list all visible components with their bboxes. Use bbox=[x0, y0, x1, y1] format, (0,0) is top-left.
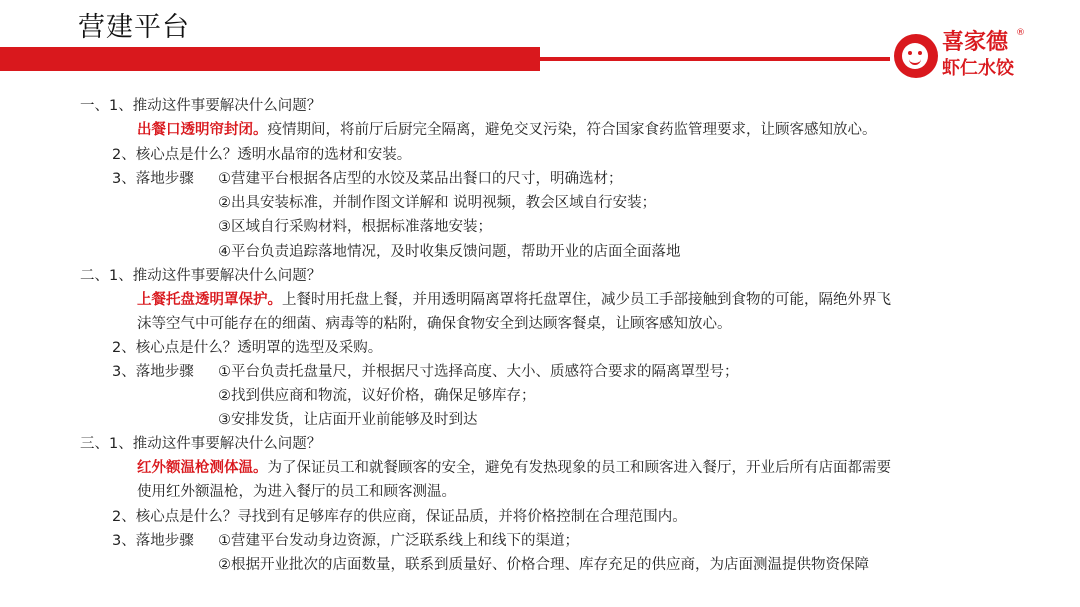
section-2-question: 二、1、推动这件事要解决什么问题？ bbox=[80, 268, 322, 284]
section-2-step-3: ③安排发货，让店面开业前能够及时到达 bbox=[218, 412, 478, 428]
section-3-answer bbox=[137, 456, 891, 480]
section-3-core: 2、核心点是什么？寻找到有足够库存的供应商，保证品质，并将价格控制在合理范围内。 bbox=[112, 509, 687, 525]
section-1-desc: 疫情期间，将前厅后厨完全隔离，避免交叉污染，符合国家食药监管理要求，让顾客感知放心。 bbox=[267, 122, 877, 138]
section-3-step-2: ②根据开业批次的店面数量，联系到质量好、价格合理、库存充足的供应商，为店面测温提供物资保障 bbox=[218, 557, 869, 573]
section-1-step-1: ①营建平台根据各店型的水饺及菜品出餐口的尺寸，明确选材； bbox=[218, 171, 623, 187]
brand-logo bbox=[894, 28, 1044, 88]
logo-registered-mark: ® bbox=[1016, 28, 1025, 38]
section-3-question: 三、1、推动这件事要解决什么问题？ bbox=[80, 436, 322, 452]
section-3-desc-cont: 使用红外额温枪，为进入餐厅的员工和顾客测温。 bbox=[137, 484, 456, 500]
section-1-answer bbox=[137, 118, 877, 142]
section-2-steps-label: 3、落地步骤 bbox=[112, 364, 194, 380]
section-2-step-2: ②找到供应商和物流，议好价格，确保足够库存； bbox=[218, 388, 536, 404]
section-2-desc: 上餐时用托盘上餐，并用透明隔离罩将托盘罩住，减少员工手部接触到食物的可能，隔绝外界飞 bbox=[282, 292, 891, 308]
title-red-band bbox=[0, 47, 540, 71]
section-3-highlight: 红外额温枪测体温。 bbox=[137, 460, 268, 476]
section-1-steps-label: 3、落地步骤 bbox=[112, 171, 194, 187]
section-3-desc: 为了保证员工和就餐顾客的安全，避免有发热现象的员工和顾客进入餐厅，开业后所有店面都需要 bbox=[267, 460, 891, 476]
section-1-step-2: ②出具安装标准，并制作图文详解和 说明视频，教会区域自行安装； bbox=[218, 195, 657, 211]
section-1-question: 一、1、推动这件事要解决什么问题？ bbox=[80, 98, 322, 114]
logo-brand-name: 喜家德 bbox=[942, 30, 1009, 55]
section-2-step-1: ①平台负责托盘量尺，并根据尺寸选择高度、大小、质感符合要求的隔离罩型号； bbox=[218, 364, 739, 380]
section-2-highlight: 上餐托盘透明罩保护。 bbox=[137, 292, 282, 308]
section-2-desc-cont: 沫等空气中可能存在的细菌、病毒等的粘附，确保食物安全到达顾客餐桌，让顾客感知放心。 bbox=[137, 316, 732, 332]
section-1-step-4: ④平台负责追踪落地情况，及时收集反馈问题，帮助开业的店面全面落地 bbox=[218, 244, 681, 260]
logo-brand-subtitle: 虾仁水饺 bbox=[942, 58, 1014, 79]
section-1-core: 2、核心点是什么？透明水晶帘的选材和安装。 bbox=[112, 147, 412, 163]
title-red-line bbox=[540, 57, 890, 61]
section-3-steps-label: 3、落地步骤 bbox=[112, 533, 194, 549]
section-2-answer bbox=[137, 288, 891, 312]
section-1-highlight: 出餐口透明帘封闭。 bbox=[137, 122, 268, 138]
section-2-core: 2、核心点是什么？透明罩的选型及采购。 bbox=[112, 340, 383, 356]
page-title: 营建平台 bbox=[78, 12, 190, 43]
section-1-step-3: ③区域自行采购材料，根据标准落地安装； bbox=[218, 219, 492, 235]
logo-mascot-icon bbox=[894, 34, 938, 78]
section-3-step-1: ①营建平台发动身边资源，广泛联系线上和线下的渠道； bbox=[218, 533, 579, 549]
